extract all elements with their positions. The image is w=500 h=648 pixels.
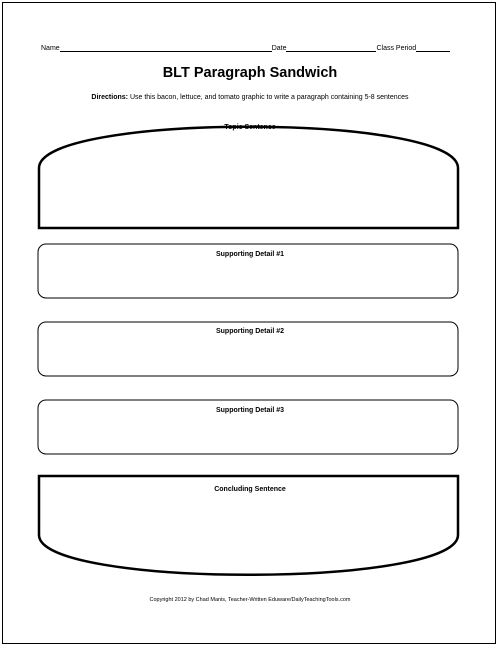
- directions-text: Use this bacon, lettuce, and tomato graphic to write a paragraph containing 5-8 sentences: [129, 94, 409, 101]
- worksheet-page: [2, 2, 496, 644]
- page-title: BLT Paragraph Sandwich: [162, 65, 338, 81]
- topic-sentence-label: Topic Sentence: [224, 124, 276, 131]
- class-period-label: Class Period: [376, 45, 417, 52]
- detail-1-label: Supporting Detail #1: [215, 251, 285, 258]
- date-label: Date: [271, 45, 287, 52]
- sandwich-graphic: [3, 3, 497, 645]
- name-label: Name: [41, 45, 60, 52]
- concluding-sentence-label: Concluding Sentence: [214, 486, 286, 493]
- detail-2-label: Supporting Detail #2: [215, 328, 285, 335]
- directions-label: Directions:: [91, 94, 128, 101]
- copyright: Copyright 2012 by Chad Manis, Teacher-Written Eduware/DailyTeachingTools.com: [149, 597, 351, 603]
- detail-3-label: Supporting Detail #3: [215, 407, 285, 414]
- top-bun-shape: [39, 127, 458, 228]
